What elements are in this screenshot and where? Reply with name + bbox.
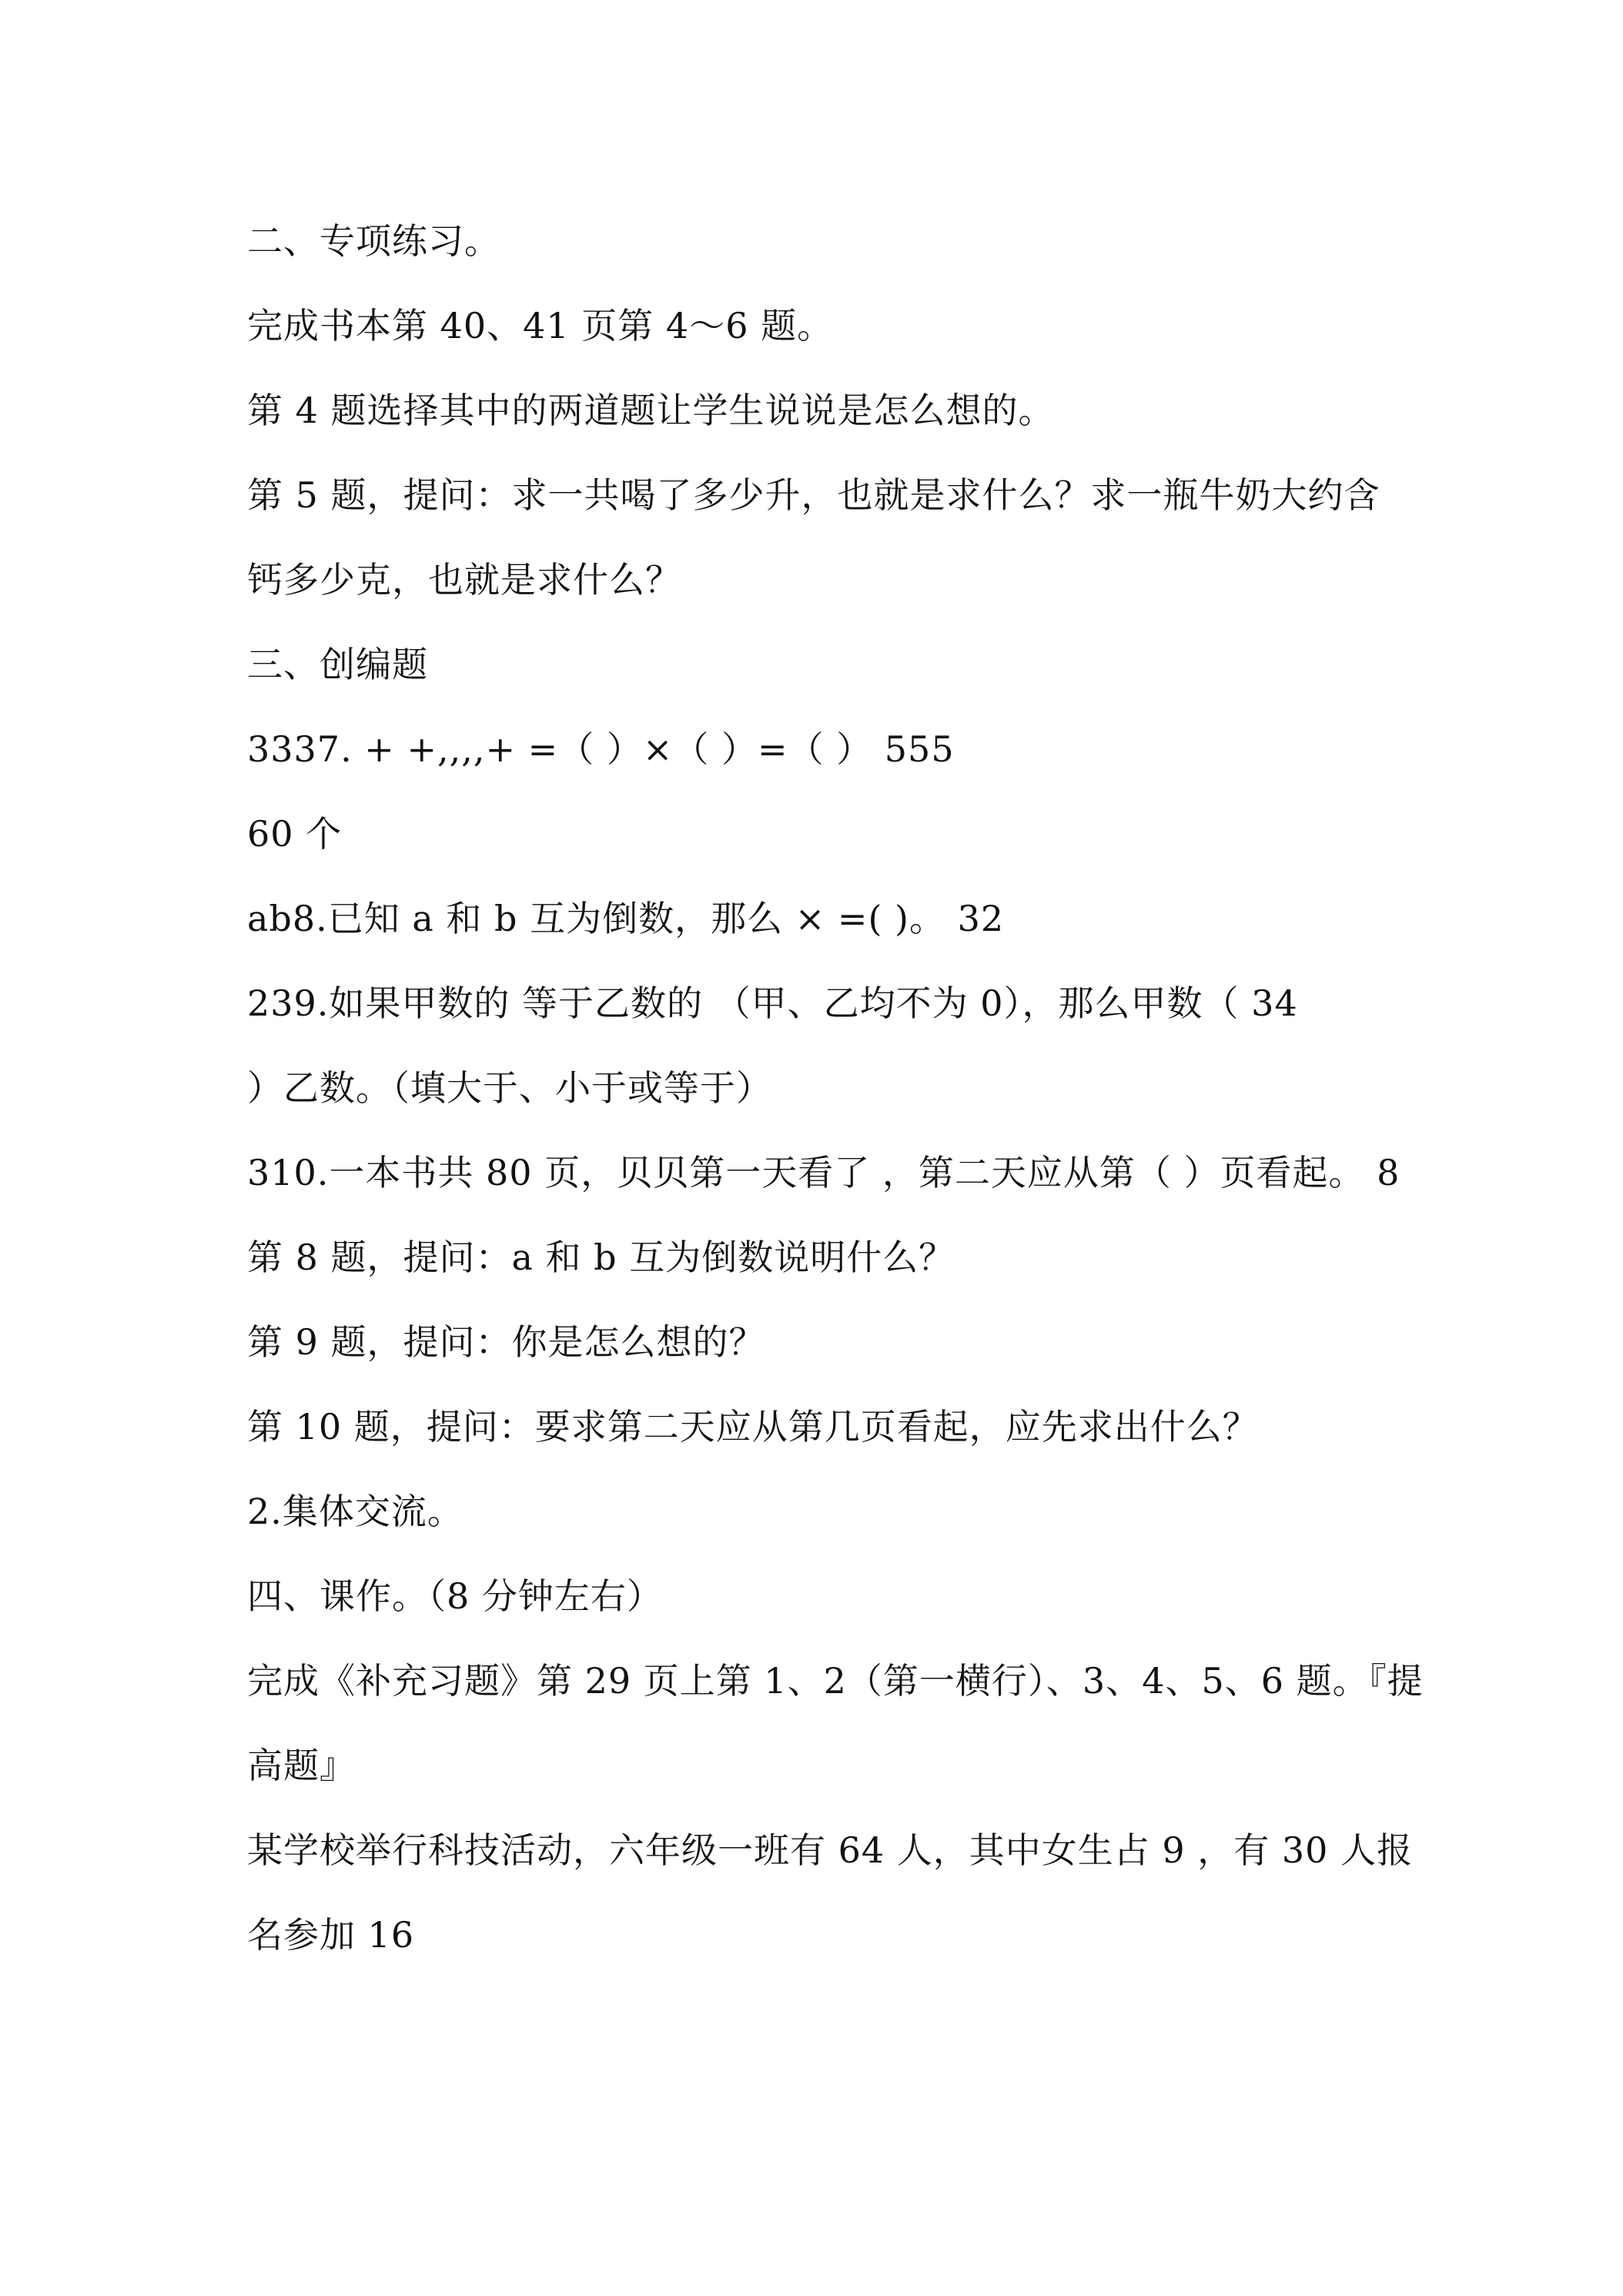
section-heading-practice: 二、专项练习。 — [247, 220, 500, 262]
paragraph-line: 第 10 题，提问：要求第二天应从第几页看起，应先求出什么？ — [247, 1406, 1259, 1448]
paragraph-line: 第 8 题，提问：a 和 b 互为倒数说明什么？ — [247, 1237, 955, 1278]
problem-line: 239.如果甲数的 等于乙数的 （甲、乙均不为 0），那么甲数（ 34 — [247, 982, 1298, 1024]
paragraph-line: 第 9 题，提问：你是怎么想的？ — [247, 1321, 765, 1363]
problem-line: 3337. + +,,,,+ =（ ）×（ ）=（ ） 555 — [247, 728, 955, 770]
paragraph-line: 第 5 题，提问：求一共喝了多少升，也就是求什么？求一瓶牛奶大约含 — [247, 474, 1380, 516]
paragraph-line: 钙多少克，也就是求什么？ — [247, 559, 681, 601]
problem-line: 60 个 — [247, 813, 343, 855]
paragraph-line: 名参加 16 — [247, 1914, 415, 1956]
section-heading-homework: 四、课作。（8 分钟左右） — [247, 1575, 663, 1617]
paragraph-line: 高题』 — [247, 1745, 356, 1786]
problem-line: 310.一本书共 80 页，贝贝第一天看了 ，第二天应从第（ ）页看起。 8 — [247, 1152, 1400, 1193]
paragraph-line: 完成《补充习题》第 29 页上第 1、2（第一横行）、3、4、5、6 题。『提 — [247, 1660, 1424, 1702]
paragraph-line: 某学校举行科技活动，六年级一班有 64 人，其中女生占 9 ，有 30 人报 — [247, 1829, 1414, 1871]
paragraph-line: 2.集体交流。 — [247, 1491, 463, 1532]
problem-line: ）乙数。（填大于、小于或等于） — [247, 1067, 772, 1109]
section-heading-create: 三、创编题 — [247, 644, 428, 685]
paragraph-line: 第 4 题选择其中的两道题让学生说说是怎么想的。 — [247, 390, 1055, 431]
paragraph-line: 完成书本第 40、41 页第 4～6 题。 — [247, 305, 834, 346]
problem-line: ab8.已知 a 和 b 互为倒数，那么 × =( )。 32 — [247, 898, 1005, 939]
